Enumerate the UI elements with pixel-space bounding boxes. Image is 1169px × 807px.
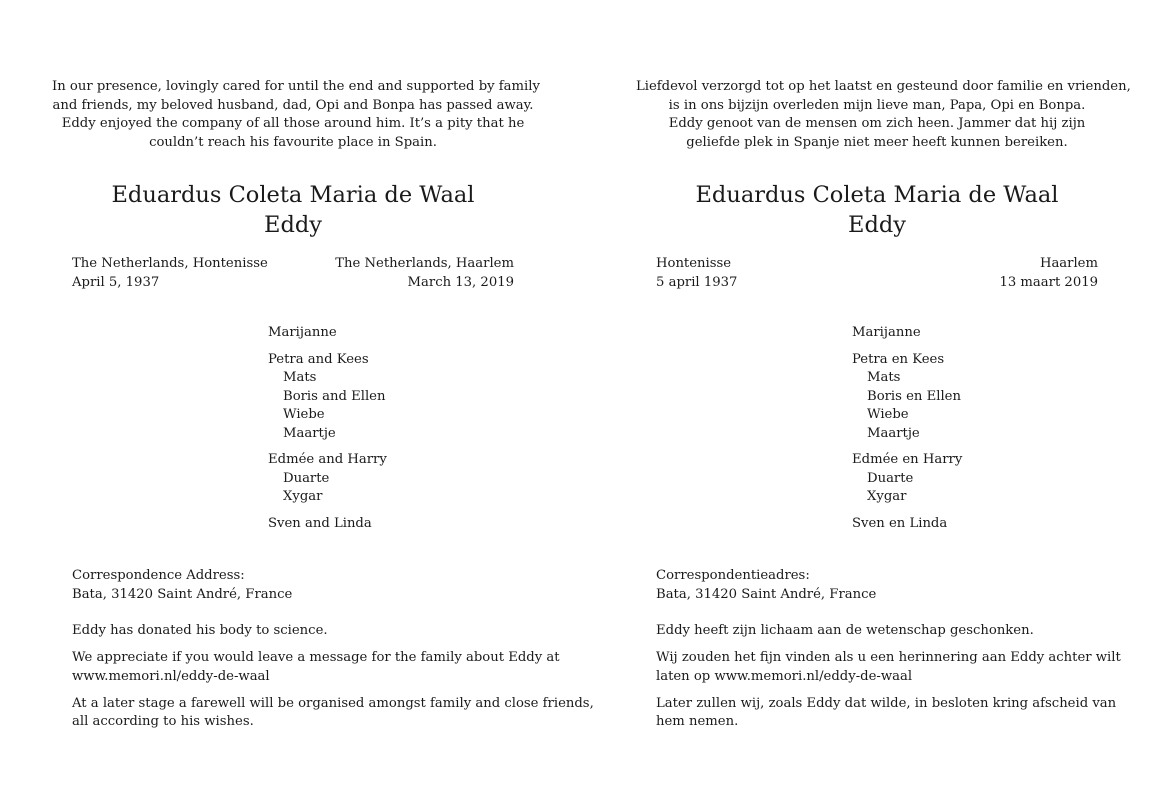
intro-line: Liefdevol verzorgd tot op het laatst en gesteund door familie en vrienden, (636, 79, 1131, 94)
intro-line: Eddy enjoyed the company of all those around him. It’s a pity that he (61, 116, 525, 131)
nickname: Eddy (848, 212, 906, 238)
farewell-line: Later zullen wij, zoals Eddy dat wilde, in besloten kring afscheid van (656, 695, 1117, 711)
correspondence-address (72, 567, 532, 604)
message-note (656, 649, 1121, 686)
intro-line: Eddy genoot van de mensen om zich heen. Jammer dat hij zijn (668, 116, 1086, 131)
birth-info (656, 255, 737, 292)
deceased-name (72, 180, 514, 240)
death-date: 13 maart 2019 (999, 274, 1098, 290)
intro-line: geliefde plek in Spanje niet meer heeft kunnen bereiken. (686, 134, 1068, 150)
grandchild: Mats (867, 370, 901, 385)
birth-date: 5 april 1937 (656, 274, 738, 290)
family-group (268, 451, 387, 507)
grandchild: Boris and Ellen (283, 388, 386, 404)
grandchild: Wiebe (867, 407, 909, 422)
family-member: Marijanne (268, 325, 337, 340)
address-label: Correspondence Address: (72, 568, 245, 583)
grandchild: Maartje (283, 425, 336, 441)
full-name: Eduardus Coleta Maria de Waal (695, 182, 1059, 208)
death-place: Haarlem (1039, 256, 1098, 271)
death-date: March 13, 2019 (407, 274, 514, 290)
grandchild: Maartje (867, 425, 920, 441)
death-info (335, 255, 514, 292)
memorial-link[interactable]: www.memori.nl/eddy-de-waal (72, 668, 270, 684)
family-group (268, 324, 387, 343)
intro-line: is in ons bijzijn overleden mijn lieve man, Papa, Opi en Bonpa. (668, 97, 1086, 113)
family-group (852, 324, 962, 343)
birth-date: April 5, 1937 (72, 274, 160, 290)
farewell-note (72, 695, 594, 732)
family-group (268, 351, 387, 444)
family-group (852, 351, 962, 444)
grandchild: Duarte (867, 470, 914, 486)
address-value: Bata, 31420 Saint André, France (656, 586, 877, 602)
intro-line: couldn’t reach his favourite place in Spain. (149, 134, 437, 150)
grandchild: Xygar (283, 489, 323, 504)
family-group (268, 515, 387, 534)
donation-note: Eddy heeft zijn lichaam aan de wetenschap geschonken. (656, 623, 1034, 638)
family-member: Edmée en Harry (852, 452, 963, 467)
family-member: Petra and Kees (268, 351, 369, 367)
farewell-line: At a later stage a farewell will be organised amongst family and close friends, (72, 695, 594, 711)
address-value: Bata, 31420 Saint André, France (72, 586, 293, 602)
notes (656, 622, 1121, 740)
nickname: Eddy (264, 212, 322, 238)
memorial-link[interactable]: laten op www.memori.nl/eddy-de-waal (656, 668, 913, 684)
full-name: Eduardus Coleta Maria de Waal (111, 182, 475, 208)
family-member: Petra en Kees (852, 351, 945, 367)
family-group (852, 451, 962, 507)
family-member: Marijanne (852, 325, 921, 340)
farewell-note (656, 695, 1116, 732)
address-label: Correspondentieadres: (656, 568, 810, 583)
birth-info (72, 255, 268, 292)
notes (72, 622, 594, 740)
birth-place: Hontenisse (656, 256, 732, 271)
grandchild: Boris en Ellen (867, 388, 961, 404)
family-group (852, 515, 962, 534)
death-place: The Netherlands, Haarlem (335, 256, 514, 271)
message-line: Wij zouden het fijn vinden als u een herinnering aan Eddy achter wilt (656, 650, 1121, 665)
intro-line: and friends, my beloved husband, dad, Opi and Bonpa has passed away. (52, 97, 534, 113)
farewell-line: all according to his wishes. (72, 714, 254, 729)
message-note (72, 649, 560, 686)
family-member: Sven and Linda (268, 515, 372, 531)
intro-text (52, 78, 540, 152)
intro-line: In our presence, lovingly cared for until the end and supported by family (52, 79, 540, 94)
deceased-name (656, 180, 1098, 240)
intro-text (636, 78, 1131, 152)
donation-note: Eddy has donated his body to science. (72, 623, 328, 638)
farewell-line: hem nemen. (656, 714, 739, 729)
grandchild: Wiebe (283, 407, 325, 422)
family-member: Sven en Linda (852, 515, 948, 531)
correspondence-address (656, 567, 1116, 604)
family-list (852, 324, 962, 541)
grandchild: Xygar (867, 489, 907, 504)
family-member: Edmée and Harry (268, 452, 387, 467)
message-line: We appreciate if you would leave a message for the family about Eddy at (72, 650, 560, 665)
grandchild: Mats (283, 370, 317, 385)
grandchild: Duarte (283, 470, 330, 486)
birth-place: The Netherlands, Hontenisse (72, 256, 268, 271)
death-info (999, 255, 1098, 292)
family-list (268, 324, 387, 541)
